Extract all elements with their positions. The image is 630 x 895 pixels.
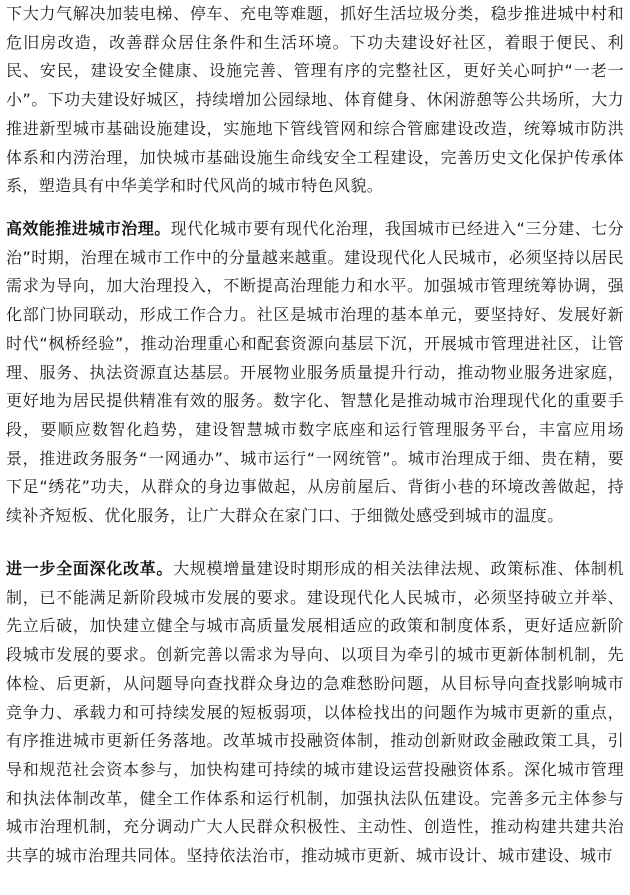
paragraph-deepen-reform	[6, 555, 624, 871]
paragraph-body: 大规模增量建设时期形成的相关法律法规、政策标准、体制机制，已不能满足新阶段城市发展的要求。建设现代化人民城市，必须坚持破立并举、先立后破，加快建立健全与城市高质量发展相适应的政策和制度体系，更好适应新阶段城市发展的要求。创新完善以需求为导向、以项目为牵引的城市更新体制机制，先体检、后更新，从问题导向查找群众身边的急难愁盼问题，从目标导向查找影响城市竞争力、承载力和可持续发展的短板弱项，以体检找出的问题作为城市更新的重点，有序推进城市更新任务落地。改革城市投融资体制，推动创新财政金融政策工具，引导和规范社会资本参与，加快构建可持续的城市建设运营投融资体系。深化城市管理和执法体制改革，健全工作体系和运行机制，加强执法队伍建设。完善多元主体参与城市治理机制，充分调动广大人民群众积极性、主动性、创造性，推动构建共建共治共享的城市治理共同体。坚持依法治市，推动城市更新、城市设计、城市建设、城市	[6, 559, 624, 866]
paragraph-city-governance	[6, 215, 624, 531]
paragraph-body: 下大力气解决加装电梯、停车、充电等难题，抓好生活垃圾分类，稳步推进城中村和危旧房改造，改善群众居住条件和生活环境。下功夫建设好社区，着眼于便民、利民、安民，建设安全健康、设施完善、管理有序的完整社区，更好关心呵护“一老一小”。下功夫建设好城区，持续增加公园绿地、体育健身、休闲游憩等公共场所，大力推进新型城市基础设施建设，实施地下管线管网和综合管廊建设改造，统筹城市防洪体系和内涝治理，加快城市基础设施生命线安全工程建设，完善历史文化保护传承体系，塑造具有中华美学和时代风尚的城市特色风貌。	[6, 4, 624, 196]
paragraph-body: 现代化城市要有现代化治理，我国城市已经进入“三分建、七分治”时期，治理在城市工作中的分量越来越重。建设现代化人民城市，必须坚持以居民需求为导向，加大治理投入，不断提高治理能力和水平。加强城市管理统筹协调，强化部门协同联动，形成工作合力。社区是城市治理的基本单元，要坚持好、发展好新时代“枫桥经验”，推动治理重心和配套资源向基层下沉，开展城市管理进社区，让管理、服务、执法资源直达基层。开展物业服务质量提升行动，推动物业服务进家庭，更好地为居民提供精准有效的服务。数字化、智慧化是推动城市治理现代化的重要手段，要顺应数智化趋势，建设智慧城市数字底座和运行管理服务平台，丰富应用场景，推进政务服务“一网通办”、城市运行“一网统管”。城市治理成于细、贵在精，要下足“绣花”功夫，从群众的身边事做起，从房前屋后、背街小巷的环境改善做起，持续补齐短板、优化服务，让广大群众在家门口、于细微处感受到城市的温度。	[6, 219, 624, 526]
paragraph-housing-environment	[6, 0, 624, 201]
paragraph-lead: 高效能推进城市治理。	[6, 219, 171, 238]
paragraph-lead: 进一步全面深化改革。	[6, 559, 174, 578]
